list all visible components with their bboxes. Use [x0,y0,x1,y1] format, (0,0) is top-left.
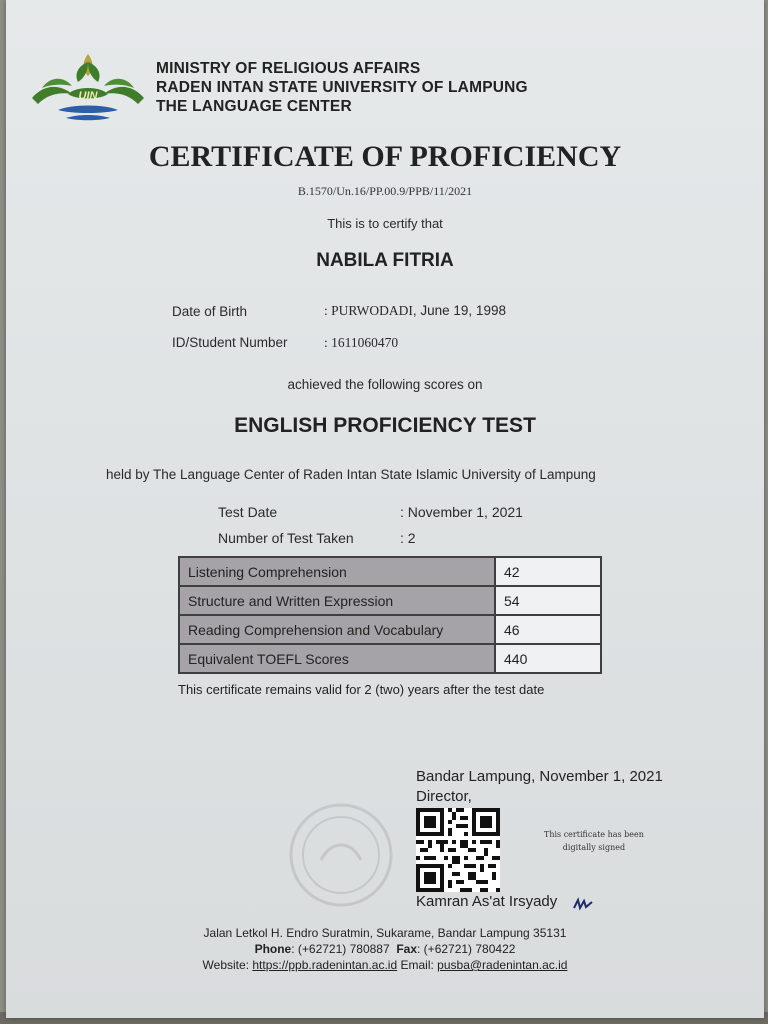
header-language-center: THE LANGUAGE CENTER [156,98,352,115]
signature-role: Director, [416,788,472,805]
footer-email-link[interactable]: pusba@radenintan.ac.id [437,958,568,972]
score-value: 46 [495,615,601,644]
dob-value [324,303,506,319]
achieved-text: achieved the following scores on [287,377,483,392]
validity-note: This certificate remains valid for 2 (two) years after the test date [178,682,545,697]
score-section: Equivalent TOEFL Scores [179,644,495,673]
test-name: ENGLISH PROFICIENCY TEST [234,414,536,437]
signer-name: Kamran As'at Irsyady [416,893,558,910]
certificate-paper [6,0,764,1018]
table-row [179,644,601,673]
table-row [179,557,601,586]
footer-web [6,958,764,972]
faint-seal-stamp [286,800,396,910]
footer-fax-label: Fax [396,942,418,956]
footer-phone: : (+62721) 780887 [291,942,390,956]
logo-text: UIN [78,90,98,102]
score-value: 440 [495,644,601,673]
test-count-value: : 2 [400,530,416,546]
student-id-number: : 1611060470 [324,335,399,350]
footer-address: Jalan Letkol H. Endro Suratmin, Sukarame, Bandar Lampung 35131 [203,926,567,940]
footer-email-label: Email: [400,958,434,972]
test-date-value: : November 1, 2021 [400,504,523,520]
test-date-label: Test Date [218,504,278,520]
certificate-title: CERTIFICATE OF PROFICIENCY [148,140,622,173]
score-value: 54 [495,586,601,615]
score-section: Structure and Written Expression [179,586,495,615]
table-row [179,586,601,615]
held-by-text: held by The Language Center of Raden Intan State Islamic University of Lampung [106,467,596,482]
dob-date: , June 19, 1998 [412,303,506,318]
recipient-name: NABILA FITRIA [316,250,454,271]
footer-website-label: Website: [202,958,250,972]
digital-note-line2: digitally signed [562,843,626,852]
score-section: Listening Comprehension [179,557,495,586]
certify-intro: This is to certify that [327,216,443,231]
signature-scribble-icon [572,896,596,912]
dob-place: : PURWODADI [324,303,413,318]
dob-label: Date of Birth [172,304,248,319]
reference-number: B.1570/Un.16/PP.00.9/PPB/11/2021 [297,184,473,198]
header-ministry: MINISTRY OF RELIGIOUS AFFAIRS [156,60,421,77]
footer-website-link[interactable]: https://ppb.radenintan.ac.id [252,958,398,972]
footer-contact [6,942,764,956]
student-id-value [324,335,398,351]
test-count-label: Number of Test Taken [218,530,354,546]
university-logo-icon [28,48,148,128]
scores-table [178,556,602,674]
qr-code-icon [416,808,500,892]
table-row [179,615,601,644]
digital-note-line1: This certificate has been [544,830,644,839]
digital-signature-note [544,828,644,854]
footer-phone-label: Phone [254,942,292,956]
signature-place-date: Bandar Lampung, November 1, 2021 [416,768,663,785]
header-university: RADEN INTAN STATE UNIVERSITY OF LAMPUNG [156,79,528,96]
score-value: 42 [495,557,601,586]
student-id-label: ID/Student Number [172,335,288,350]
score-section: Reading Comprehension and Vocabulary [179,615,495,644]
footer-fax: : (+62721) 780422 [417,942,516,956]
